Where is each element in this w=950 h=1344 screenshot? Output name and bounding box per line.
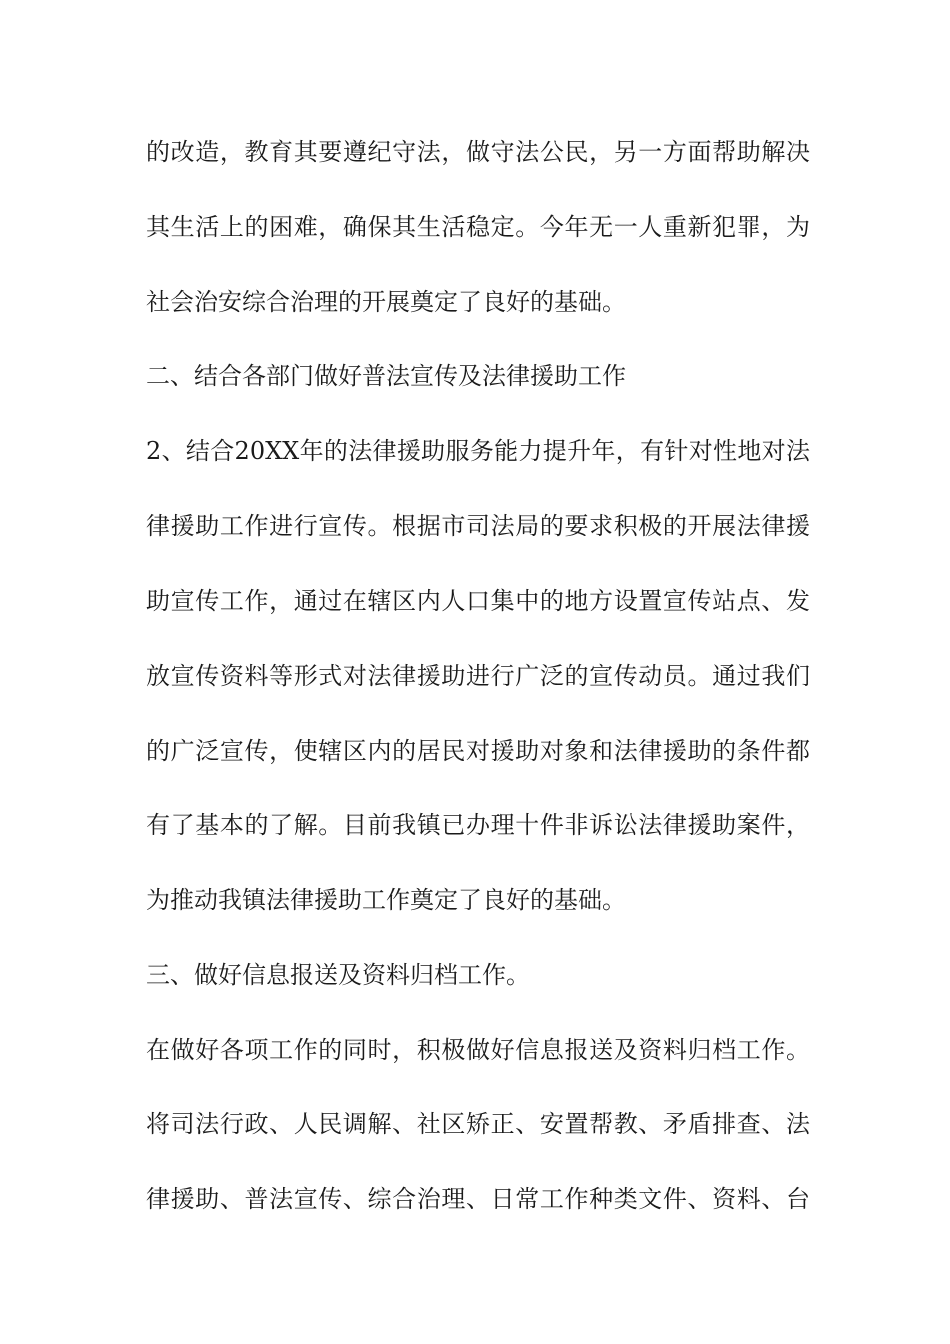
body-text-line: 在做好各项工作的同时，积极做好信息报送及资料归档工作。 bbox=[146, 1036, 810, 1064]
section-heading: 二、结合各部门做好普法宣传及法律援助工作 bbox=[146, 362, 626, 390]
body-text-line: 的广泛宣传，使辖区内的居民对援助对象和法律援助的条件都 bbox=[146, 737, 810, 765]
body-text-line: 律援助、普法宣传、综合治理、日常工作种类文件、资料、台 bbox=[146, 1185, 810, 1213]
body-text-line: 的改造，教育其要遵纪守法，做守法公民，另一方面帮助解决 bbox=[146, 138, 810, 166]
body-text-line: 助宣传工作，通过在辖区内人口集中的地方设置宣传站点、发 bbox=[146, 587, 810, 615]
body-text-line: 其生活上的困难，确保其生活稳定。今年无一人重新犯罪，为 bbox=[146, 213, 810, 241]
body-text-line: 2、结合20XX年的法律援助服务能力提升年，有针对性地对法 bbox=[146, 437, 810, 465]
body-text-line: 为推动我镇法律援助工作奠定了良好的基础。 bbox=[146, 886, 626, 914]
body-text-line: 将司法行政、人民调解、社区矫正、安置帮教、矛盾排查、法 bbox=[146, 1110, 810, 1138]
section-heading: 三、做好信息报送及资料归档工作。 bbox=[146, 961, 530, 989]
body-text-line: 社会治安综合治理的开展奠定了良好的基础。 bbox=[146, 288, 626, 316]
body-text-line: 放宣传资料等形式对法律援助进行广泛的宣传动员。通过我们 bbox=[146, 662, 810, 690]
body-text-line: 律援助工作进行宣传。根据市司法局的要求积极的开展法律援 bbox=[146, 512, 810, 540]
body-text-line: 有了基本的了解。目前我镇已办理十件非诉讼法律援助案件， bbox=[146, 811, 810, 839]
